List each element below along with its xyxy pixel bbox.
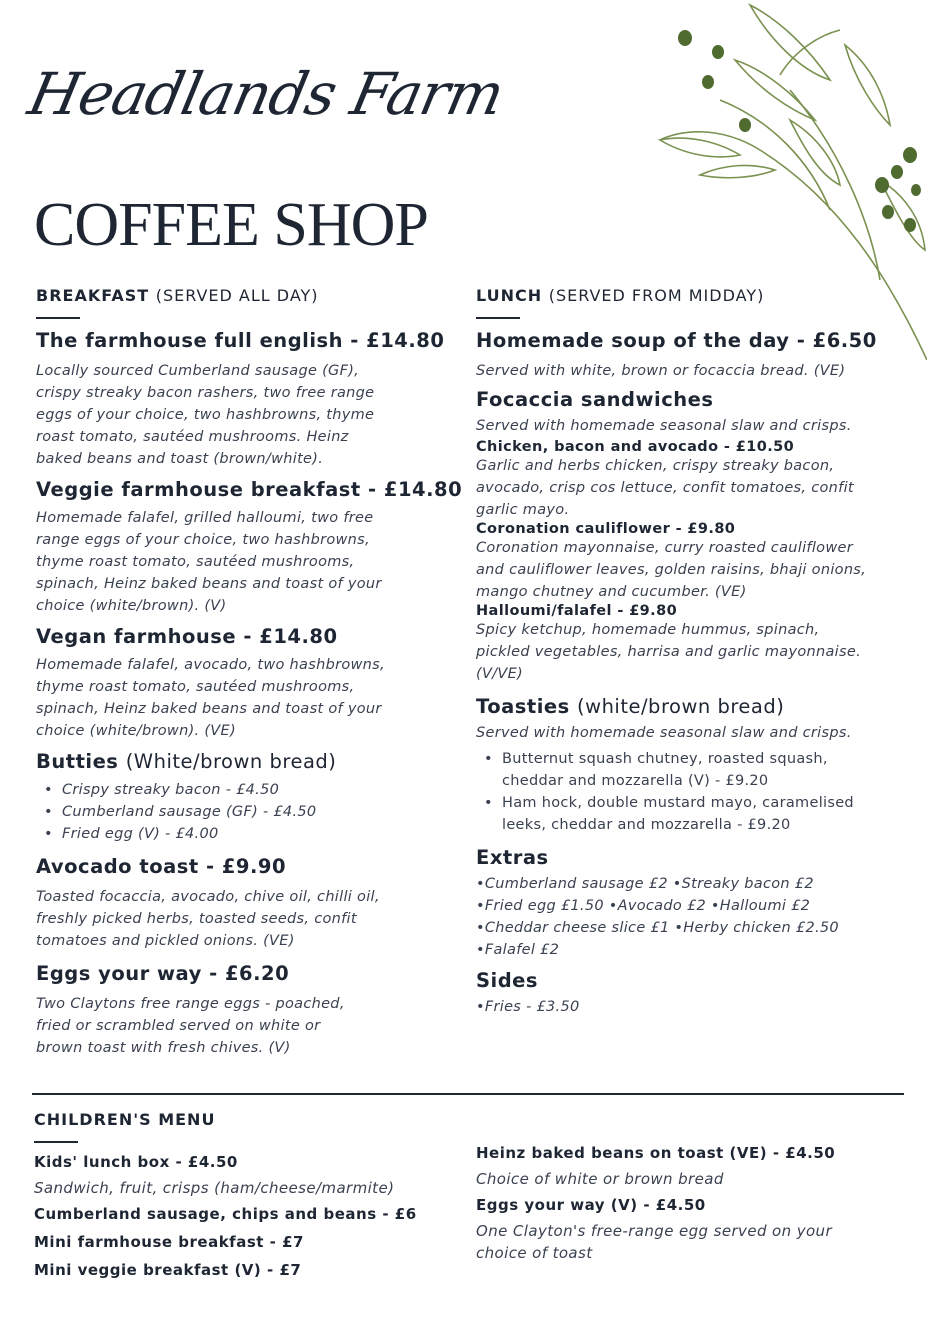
item-description: Served with white, brown or focaccia bread. (VE) — [476, 363, 846, 379]
sides-section — [476, 969, 916, 1018]
item-title: Sides — [476, 969, 539, 992]
options-list — [36, 779, 466, 845]
kids-item-description: Sandwich, fruit, crisps (ham/cheese/marmite) — [34, 1179, 395, 1197]
divider — [36, 317, 80, 319]
item-title: Veggie farmhouse breakfast - £14.80 — [36, 478, 463, 501]
list-item: •Fries - £3.50 — [476, 999, 580, 1015]
menu-item — [36, 855, 466, 952]
divider — [34, 1141, 78, 1143]
list-item: • Cumberland sausage (GF) - £4.50 — [36, 801, 466, 823]
kids-item: Cumberland sausage, chips and beans - £6 — [34, 1205, 417, 1223]
kids-item: Eggs your way (V) - £4.50 — [476, 1196, 706, 1214]
item-description: Two Claytons free range eggs - poached, fried or scrambled served on white or brown toast with fresh chives. (V) — [36, 996, 345, 1056]
childrens-menu-right — [476, 1144, 906, 1264]
menu-item — [36, 329, 466, 470]
item-description: Toasted focaccia, avocado, chive oil, chilli oil, freshly picked herbs, toasted seeds, confit tomatoes and pickled onions. (VE) — [36, 889, 380, 949]
sandwich-name: Coronation cauliflower - £9.80 — [476, 521, 736, 537]
list-item: •Cheddar cheese slice £1 •Herby chicken £2.50 — [476, 920, 839, 936]
item-description: Coronation mayonnaise, curry roasted cauliflower and cauliflower leaves, golden raisins, bhaji onions, mango chutney and cucumber. (VE) — [476, 540, 867, 600]
item-description: Homemade falafel, avocado, two hashbrowns, thyme roast tomato, sautéed mushrooms, spinach, Heinz baked beans and toast of your choice (white/brown). (VE) — [36, 657, 385, 739]
kids-item-description: One Clayton's free-range egg served on your choice of toast — [476, 1222, 833, 1262]
list-item: • Fried egg (V) - £4.00 — [36, 823, 466, 845]
menu-item — [476, 329, 916, 382]
sandwich-name: Chicken, bacon and avocado - £10.50 — [476, 439, 795, 455]
list-item: •Falafel £2 — [476, 942, 560, 958]
list-item: • Butternut squash chutney, roasted squash, cheddar and mozzarella (V) - £9.20 — [476, 748, 916, 792]
sandwich-name: Halloumi/falafel - £9.80 — [476, 603, 678, 619]
page-title: COFFEE SHOP — [34, 191, 428, 259]
menu-item — [36, 962, 466, 1059]
item-title: Extras — [476, 846, 549, 869]
kids-item-description: Choice of white or brown bread — [476, 1170, 724, 1188]
kids-item: Mini veggie breakfast (V) - £7 — [34, 1261, 302, 1279]
list-item: • Ham hock, double mustard mayo, caramelised leeks, cheddar and mozzarella - £9.20 — [476, 792, 916, 836]
lunch-heading: LUNCH (SERVED FROM MIDDAY) — [476, 286, 765, 305]
breakfast-column — [36, 286, 466, 1059]
kids-item: Heinz baked beans on toast (VE) - £4.50 — [476, 1144, 836, 1162]
section-divider — [32, 1093, 904, 1095]
extras-list — [476, 873, 916, 961]
menu-item — [36, 478, 466, 617]
butties-section — [36, 750, 466, 845]
item-title: Eggs your way - £6.20 — [36, 962, 290, 985]
divider — [476, 317, 520, 319]
item-title: The farmhouse full english - £14.80 — [36, 329, 445, 352]
list-item: • Crispy streaky bacon - £4.50 — [36, 779, 466, 801]
extras-section — [476, 846, 916, 961]
item-title: Focaccia sandwiches — [476, 388, 714, 411]
lunch-column — [476, 286, 916, 1018]
item-description: Garlic and herbs chicken, crispy streaky bacon, avocado, crisp cos lettuce, confit tomatoes, confit garlic mayo. — [476, 458, 854, 518]
item-description: Served with homemade seasonal slaw and crisps. — [476, 418, 852, 434]
kids-item: Mini farmhouse breakfast - £7 — [34, 1233, 304, 1251]
item-title: Butties (White/brown bread) — [36, 750, 337, 773]
item-title: Homemade soup of the day - £6.50 — [476, 329, 877, 352]
list-item: •Fried egg £1.50 •Avocado £2 •Halloumi £2 — [476, 898, 811, 914]
kids-item: Kids' lunch box - £4.50 — [34, 1153, 238, 1171]
brand-logo-text: Headlands Farm — [22, 60, 510, 128]
toasties-section — [476, 695, 916, 836]
breakfast-heading: BREAKFAST (SERVED ALL DAY) — [36, 286, 319, 305]
item-title: Vegan farmhouse - £14.80 — [36, 625, 338, 648]
options-list — [476, 748, 916, 836]
item-description: Homemade falafel, grilled halloumi, two free range eggs of your choice, two hashbrowns, thyme roast tomato, sautéed mushrooms, spinach, Heinz baked beans and toast of your choice (white/brown). (V) — [36, 510, 382, 614]
item-description: Spicy ketchup, homemade hummus, spinach, pickled vegetables, harrisa and garlic mayonnaise. (V/VE) — [476, 622, 861, 682]
list-item: •Cumberland sausage £2 •Streaky bacon £2 — [476, 876, 814, 892]
item-title: Avocado toast - £9.90 — [36, 855, 287, 878]
item-title: Toasties (white/brown bread) — [476, 695, 785, 718]
menu-item — [36, 625, 466, 742]
item-description: Locally sourced Cumberland sausage (GF), crispy streaky bacon rashers, two free range eggs of your choice, two hashbrowns, thyme roast tomato, sautéed mushrooms. Heinz baked beans and toast (brown/white). — [36, 363, 375, 467]
childrens-menu-left — [34, 1110, 454, 1279]
item-description: Served with homemade seasonal slaw and crisps. — [476, 725, 852, 741]
focaccia-section — [476, 388, 916, 685]
childrens-heading: CHILDREN'S MENU — [34, 1110, 216, 1129]
